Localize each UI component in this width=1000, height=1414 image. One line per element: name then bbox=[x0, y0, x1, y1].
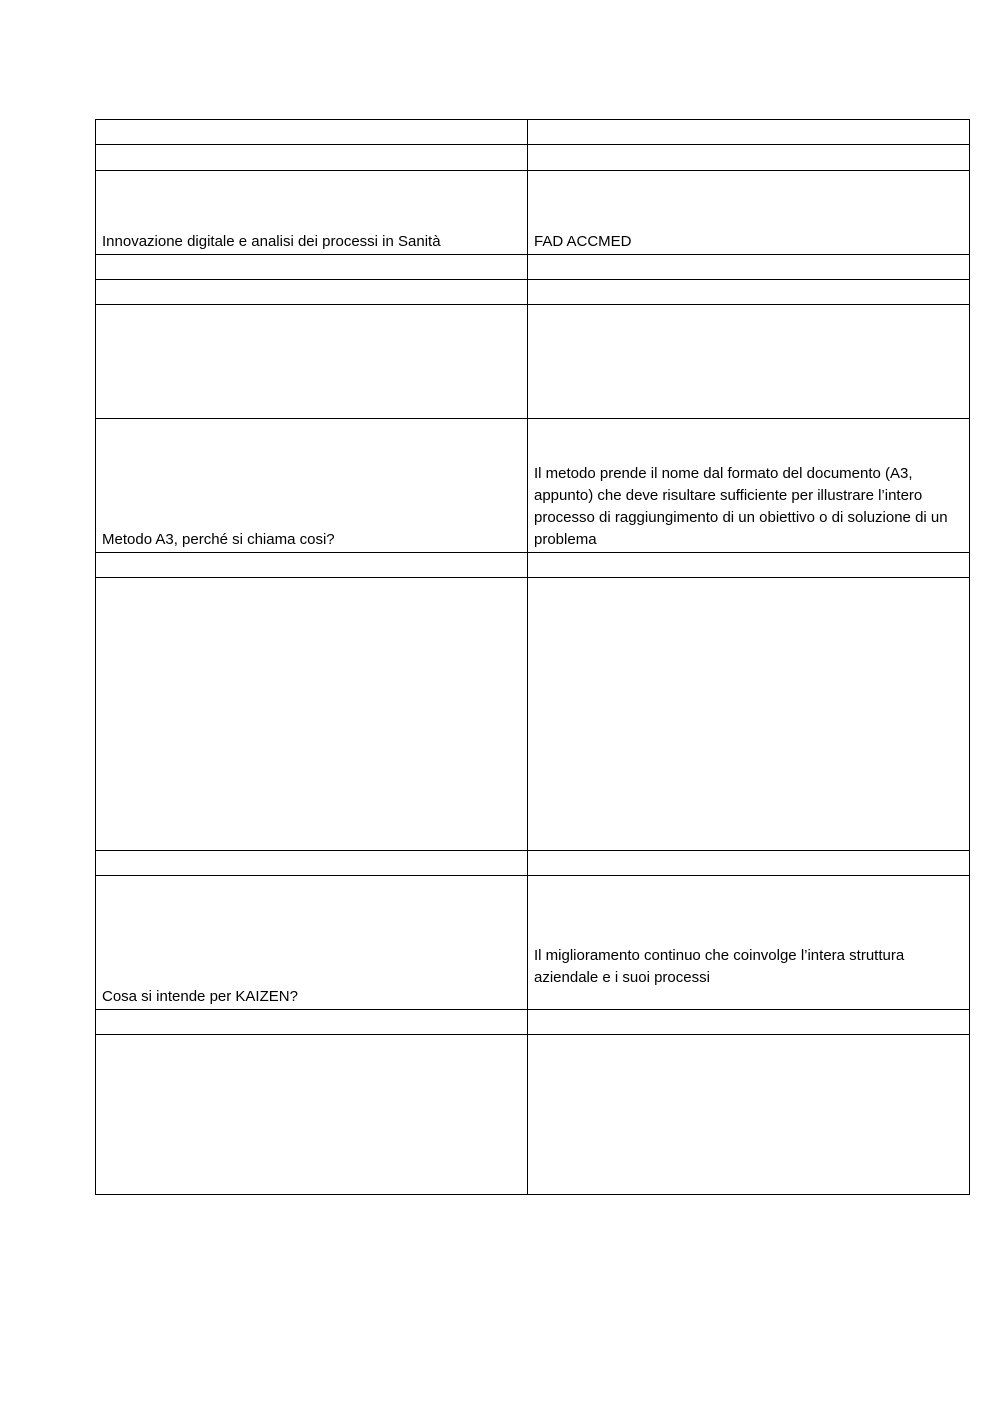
document-table bbox=[95, 119, 970, 1195]
cell bbox=[528, 553, 970, 578]
empty-row bbox=[96, 305, 970, 419]
qa-row bbox=[96, 876, 970, 1010]
cell bbox=[528, 145, 970, 171]
document-title: Innovazione digitale e analisi dei processi in Sanità bbox=[96, 171, 528, 255]
empty-row bbox=[96, 553, 970, 578]
title-row bbox=[96, 171, 970, 255]
question-cell: Metodo A3, perché si chiama cosi? bbox=[96, 419, 528, 553]
cell bbox=[96, 280, 528, 305]
cell bbox=[96, 1035, 528, 1195]
empty-row bbox=[96, 578, 970, 851]
cell bbox=[96, 145, 528, 171]
cell bbox=[528, 851, 970, 876]
cell bbox=[96, 553, 528, 578]
cell bbox=[528, 578, 970, 851]
question-cell: Cosa si intende per KAIZEN? bbox=[96, 876, 528, 1010]
cell bbox=[528, 255, 970, 280]
cell bbox=[528, 280, 970, 305]
cell bbox=[96, 305, 528, 419]
qa-row bbox=[96, 419, 970, 553]
cell bbox=[96, 120, 528, 145]
empty-row bbox=[96, 255, 970, 280]
cell bbox=[96, 851, 528, 876]
empty-row bbox=[96, 1035, 970, 1195]
answer-cell: Il metodo prende il nome dal formato del documento (A3, appunto) che deve risultare sufficiente per illustrare l’intero processo di raggiungimento di un obiettivo o di soluzione di un problema bbox=[528, 419, 970, 553]
cell bbox=[528, 1010, 970, 1035]
empty-row bbox=[96, 145, 970, 171]
answer-cell: Il miglioramento continuo che coinvolge l’intera struttura aziendale e i suoi processi bbox=[528, 876, 970, 1010]
cell bbox=[96, 1010, 528, 1035]
document-subtitle: FAD ACCMED bbox=[528, 171, 970, 255]
cell bbox=[96, 255, 528, 280]
empty-row bbox=[96, 1010, 970, 1035]
cell bbox=[96, 578, 528, 851]
empty-row bbox=[96, 120, 970, 145]
cell bbox=[528, 120, 970, 145]
cell bbox=[528, 305, 970, 419]
cell bbox=[528, 1035, 970, 1195]
empty-row bbox=[96, 851, 970, 876]
empty-row bbox=[96, 280, 970, 305]
